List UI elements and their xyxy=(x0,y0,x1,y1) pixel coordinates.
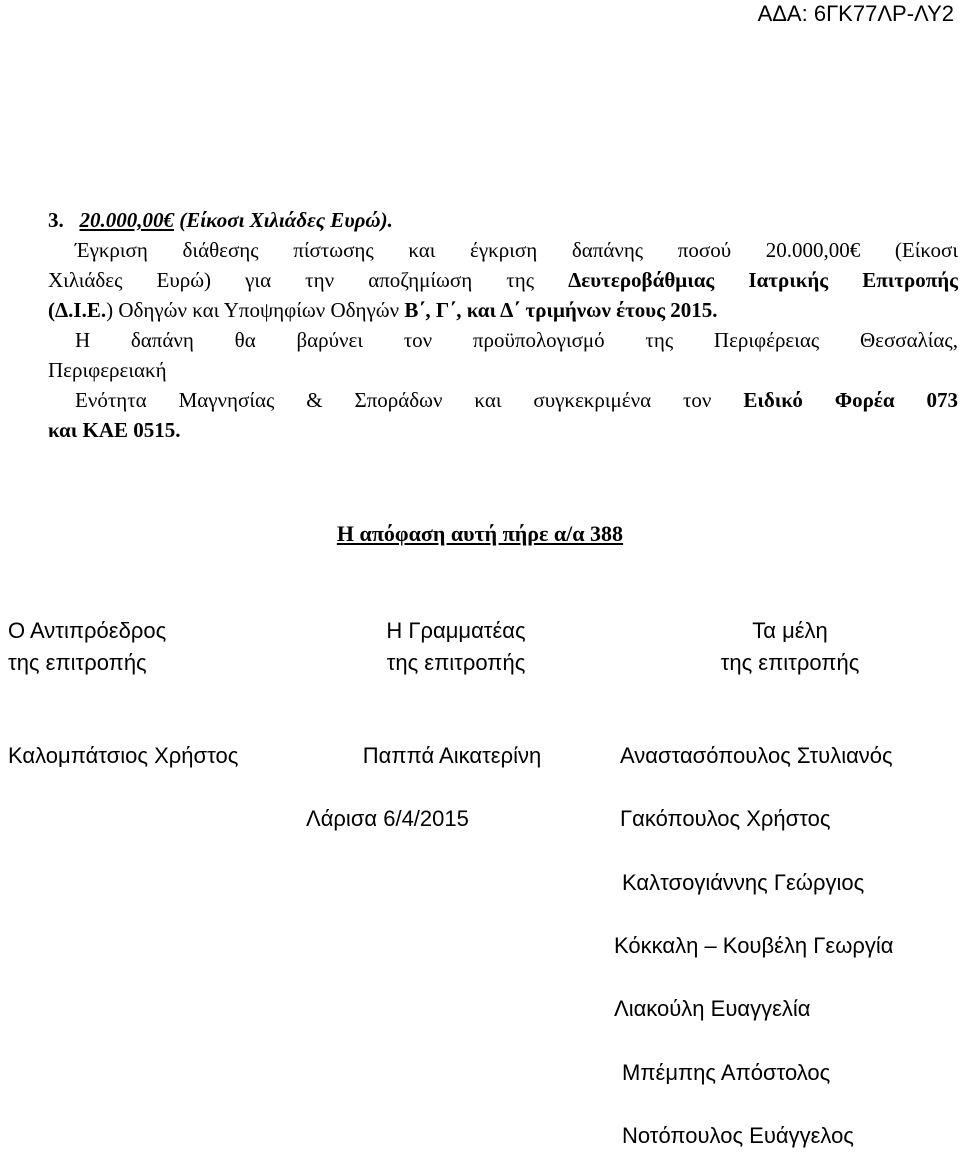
item-amount: 20.000,00€ xyxy=(79,208,174,232)
member-name: Αναστασόπουλος Στυλιανός xyxy=(620,743,893,768)
secretary-name: Παππά Αικατερίνη xyxy=(362,743,542,768)
item-heading xyxy=(48,205,958,235)
item-line-3-text: ) Οδηγών και Υποψηφίων Οδηγών xyxy=(106,298,405,322)
member-name: Λιακούλη Ευαγγελία xyxy=(614,996,811,1021)
kae-code: και ΚΑΕ 0515. xyxy=(48,418,181,442)
member-name: Γακόπουλος Χρήστος xyxy=(620,806,831,831)
vice-president-name: Καλομπάτσιος Χρήστος xyxy=(8,743,239,768)
member-name: Μπέμπης Απόστολος xyxy=(622,1060,831,1085)
decision-text: Η απόφαση αυτή πήρε α/α 388 xyxy=(336,521,624,546)
item-line-6 xyxy=(48,385,958,415)
secretary-title: Η Γραμματέας xyxy=(386,618,526,643)
item-amount-words: (Είκοσι Χιλιάδες Ευρώ). xyxy=(179,208,393,232)
member-name: Καλτσογιάννης Γεώργιος xyxy=(622,870,865,895)
members-sub: της επιτροπής xyxy=(720,650,860,675)
member-name: Κόκκαλη – Κουβέλη Γεωργία xyxy=(614,933,894,958)
place-date: Λάρισα 6/4/2015 xyxy=(306,806,469,831)
secretary-sub: της επιτροπής xyxy=(386,650,526,675)
agenda-item xyxy=(48,205,958,445)
quarters-text: Β΄, Γ΄, και Δ΄ τριμήνων έτους 2015. xyxy=(404,298,718,322)
item-line-7 xyxy=(48,415,958,445)
item-number: 3. xyxy=(48,208,64,232)
vice-president-title: Ο Αντιπρόεδρος xyxy=(8,618,167,643)
item-line-3 xyxy=(48,295,958,325)
item-line-4: Η δαπάνη θα βαρύνει τον προϋπολογισμό της Περιφέρειας Θεσσαλίας, xyxy=(75,328,958,352)
member-name: Νοτόπουλος Ευάγγελος xyxy=(622,1123,854,1148)
committee-name: Δευτεροβάθμιας Ιατρικής Επιτροπής xyxy=(568,268,958,292)
ada-code: ΑΔΑ: 6ΓΚ77ΛΡ-ΛΥ2 xyxy=(757,1,954,26)
special-body-code: Ειδικό Φορέα 073 xyxy=(743,388,958,412)
decision-statement xyxy=(0,519,960,549)
members-title: Τα μέλη xyxy=(752,618,828,643)
item-line-6-text: Ενότητα Μαγνησίας & Σποράδων και συγκεκριμένα τον xyxy=(75,388,744,412)
item-line-1: Έγκριση διάθεσης πίστωσης και έγκριση δαπάνης ποσού 20.000,00€ (Είκοσι xyxy=(75,238,958,262)
committee-abbrev: (Δ.Ι.Ε. xyxy=(48,298,107,322)
item-line-2 xyxy=(48,265,958,295)
item-line-5: Περιφερειακή xyxy=(48,358,167,382)
item-line-2-text: Χιλιάδες Ευρώ) για την αποζημίωση της xyxy=(48,268,569,292)
vice-president-sub: της επιτροπής xyxy=(8,650,147,675)
